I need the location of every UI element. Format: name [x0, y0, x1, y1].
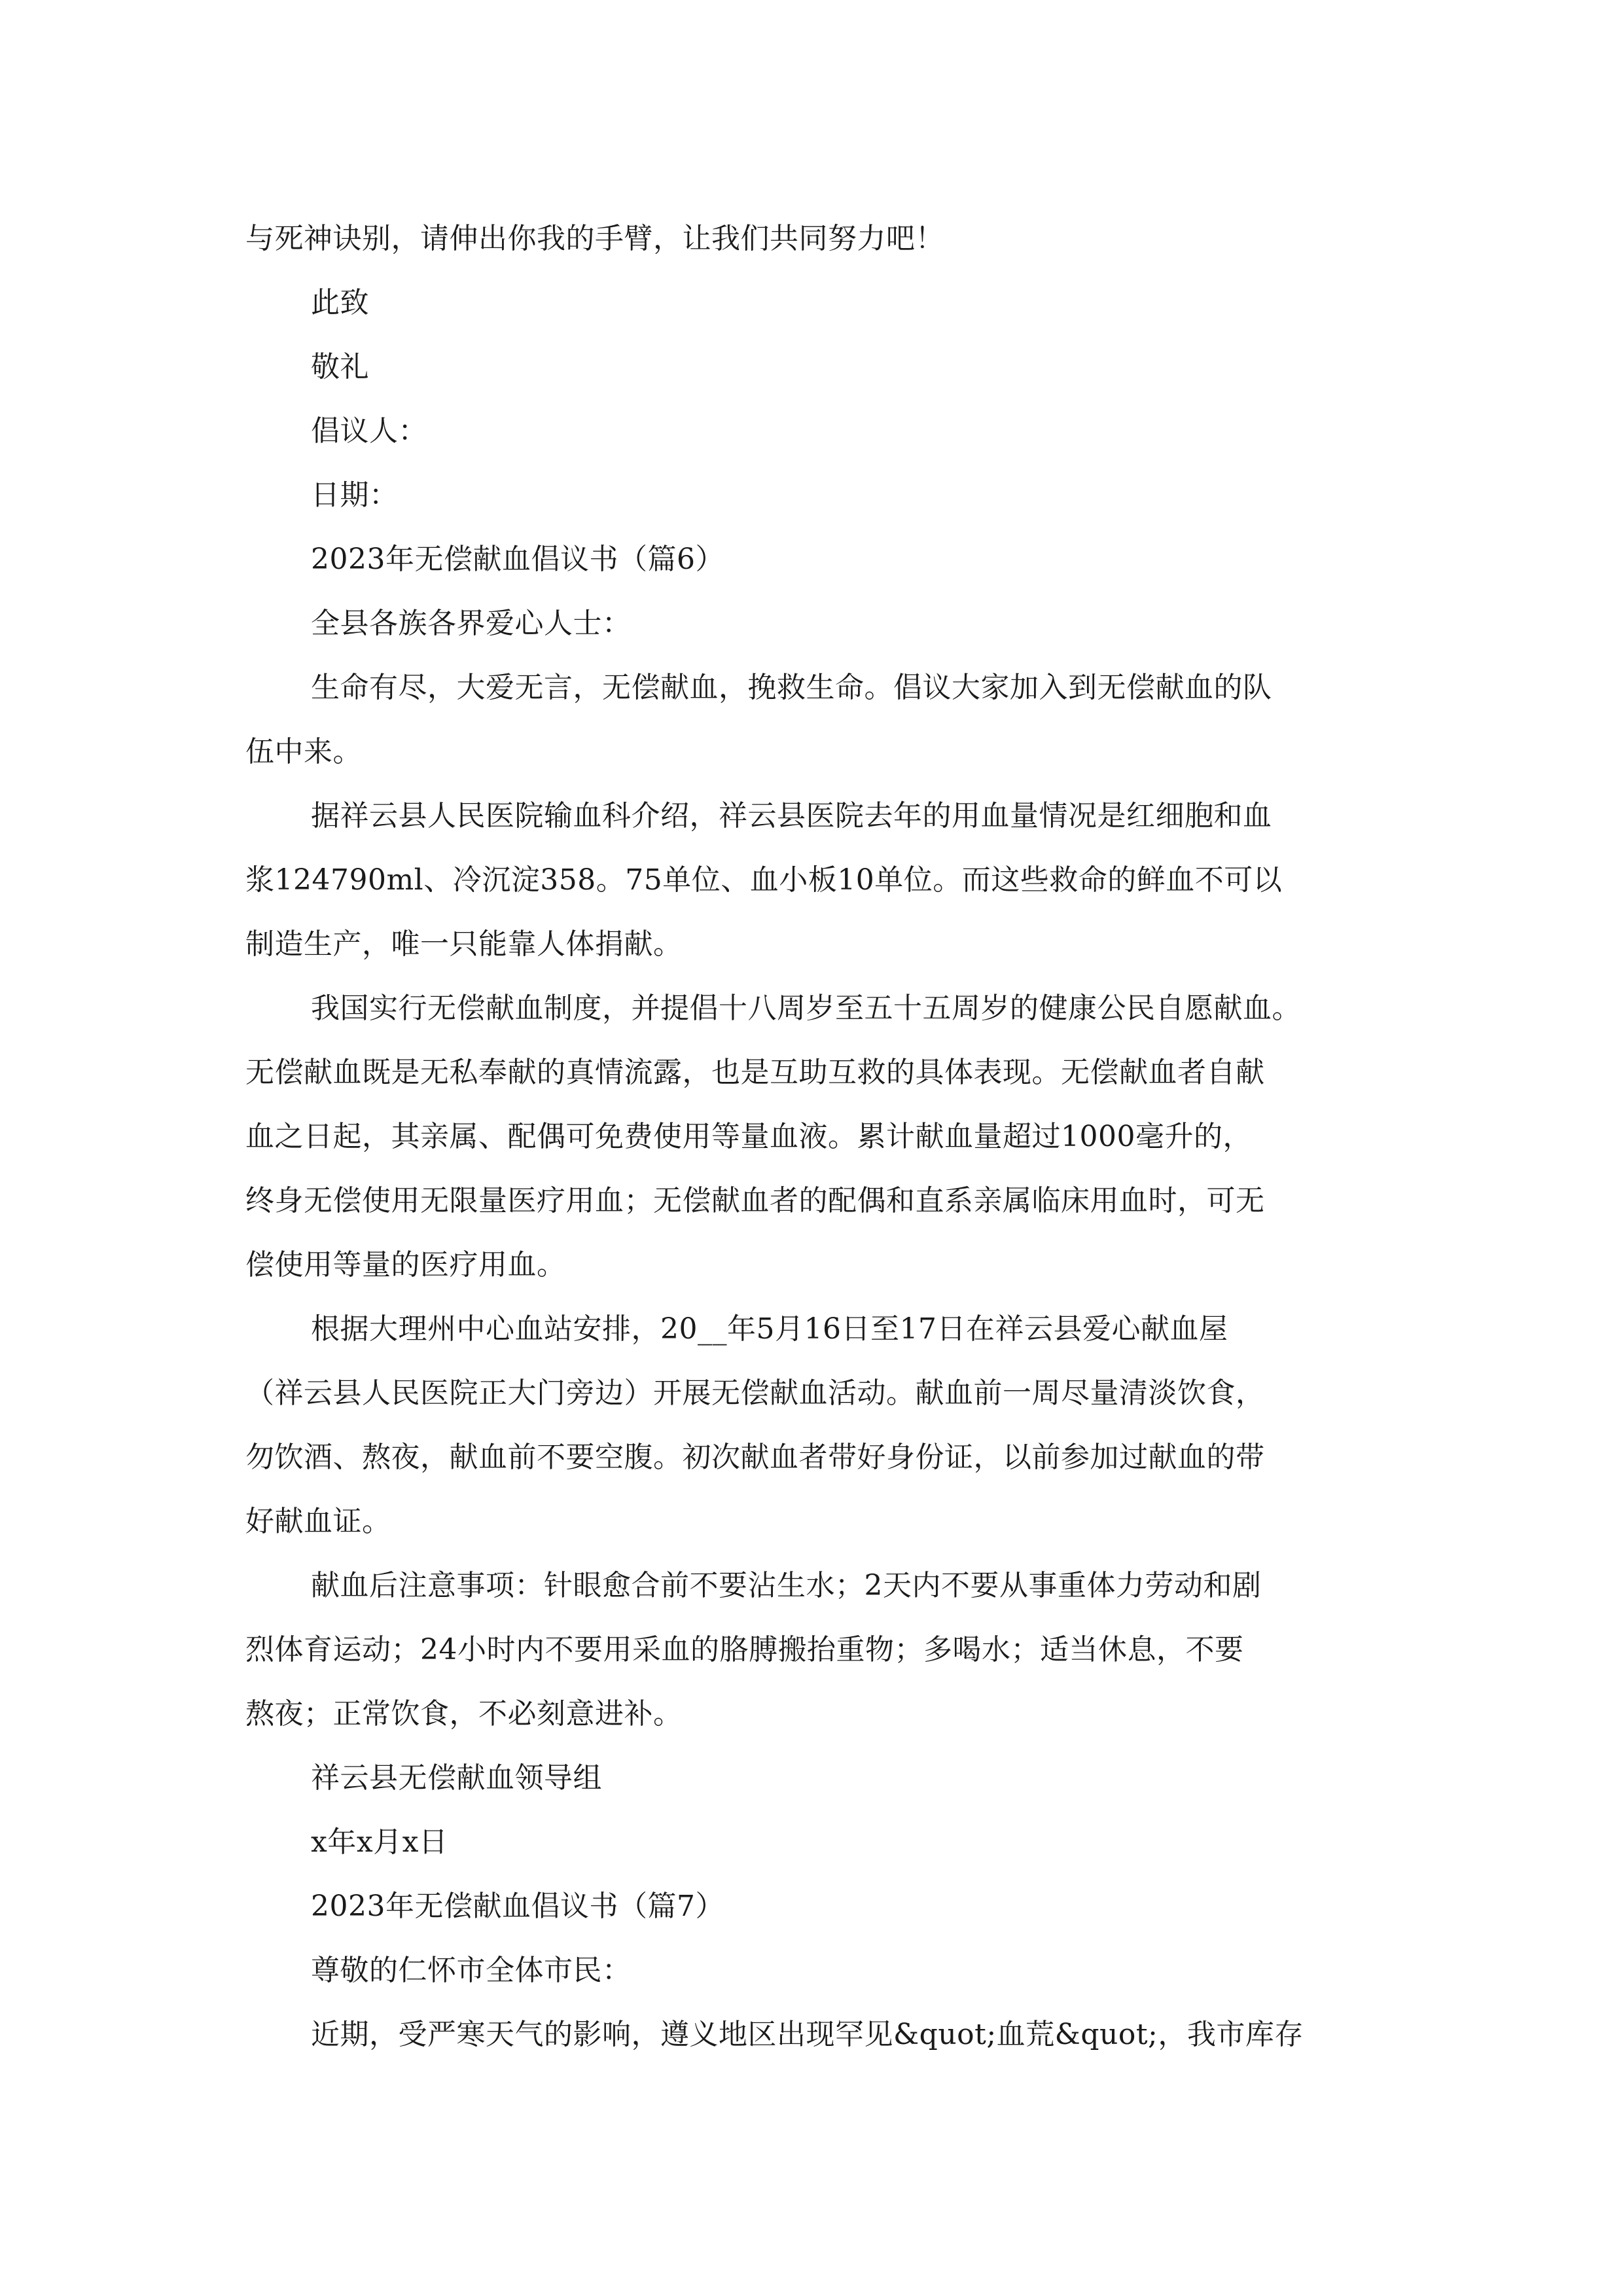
- paragraph-line: （祥云县人民医院正大门旁边）开展无偿献血活动。献血前一周尽量清淡饮食，: [245, 1376, 1265, 1410]
- signature-date: x年x月x日: [311, 1825, 448, 1859]
- section-title: 2023年无偿献血倡议书（篇7）: [311, 1890, 724, 1923]
- paragraph-line: 献血后注意事项：针眼愈合前不要沾生水；2天内不要从事重体力劳动和剧: [311, 1569, 1262, 1602]
- paragraph-line: 浆124790ml、冷沉淀358。75单位、血小板10单位。而这些救命的鲜血不可以: [245, 863, 1283, 897]
- paragraph-line: 偿使用等量的医疗用血。: [245, 1248, 566, 1282]
- paragraph-line: 生命有尽，大爱无言，无偿献血，挽救生命。倡议大家加入到无偿献血的队: [311, 671, 1272, 704]
- paragraph-line: 无偿献血既是无私奉献的真情流露，也是互助互救的具体表现。无偿献血者自献: [245, 1056, 1265, 1089]
- closing-salutation: 此致: [311, 286, 369, 319]
- paragraph-line: 熬夜；正常饮食，不必刻意进补。: [245, 1697, 683, 1731]
- paragraph-line: 根据大理州中心血站安排，20__年5月16日至17日在祥云县爱心献血屋: [311, 1312, 1228, 1346]
- section-title: 2023年无偿献血倡议书（篇6）: [311, 543, 724, 576]
- paragraph-line: 我国实行无偿献血制度，并提倡十八周岁至五十五周岁的健康公民自愿献血。: [311, 992, 1301, 1025]
- document-body: [245, 207, 1381, 2067]
- paragraph-line: 血之日起，其亲属、配偶可免费使用等量血液。累计献血量超过1000毫升的，: [245, 1120, 1252, 1153]
- paragraph-line: 近期，受严寒天气的影响，遵义地区出现罕见&quot;血荒&quot;，我市库存: [311, 2018, 1304, 2051]
- date-label: 日期：: [311, 478, 399, 512]
- paragraph-line: 好献血证。: [245, 1505, 391, 1538]
- paragraph-line: 勿饮酒、熬夜，献血前不要空腹。初次献血者带好身份证，以前参加过献血的带: [245, 1441, 1265, 1474]
- closing-regards: 敬礼: [311, 350, 369, 384]
- paragraph-line: 终身无偿使用无限量医疗用血；无偿献血者的配偶和直系亲属临床用血时，可无: [245, 1184, 1265, 1217]
- greeting: 尊敬的仁怀市全体市民：: [311, 1954, 632, 1987]
- paragraph-line: 烈体育运动；24小时内不要用采血的胳膊搬抬重物；多喝水；适当休息，不要: [245, 1633, 1244, 1666]
- paragraph-line: 制造生产，唯一只能靠人体捐献。: [245, 927, 683, 961]
- signature-organization: 祥云县无偿献血领导组: [311, 1761, 602, 1795]
- paragraph-line: 伍中来。: [245, 735, 362, 768]
- initiator-label: 倡议人：: [311, 414, 427, 448]
- greeting: 全县各族各界爱心人士：: [311, 607, 632, 640]
- paragraph-line: 据祥云县人民医院输血科介绍，祥云县医院去年的用血量情况是红细胞和血: [311, 799, 1272, 833]
- paragraph-line: 与死神诀别，请伸出你我的手臂，让我们共同努力吧！: [245, 222, 944, 255]
